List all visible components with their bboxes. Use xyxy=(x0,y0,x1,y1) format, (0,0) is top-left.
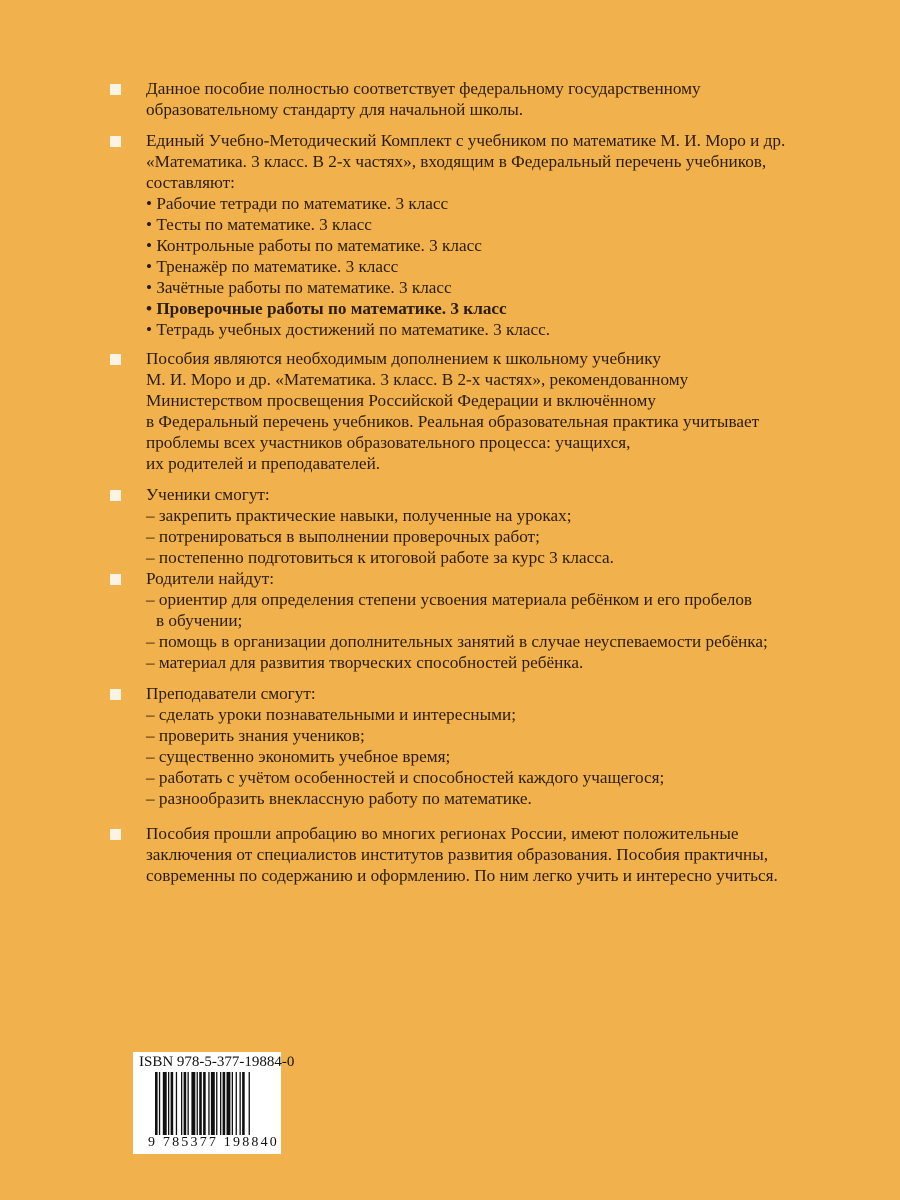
text-line: проблемы всех участников образовательного процесса: учащихся, xyxy=(146,433,631,452)
text-line: – разнообразить внеклассную работу по математике. xyxy=(146,789,532,808)
text-line: «Математика. 3 класс. В 2-х частях», входящим в Федеральный перечень учебников, xyxy=(146,152,767,171)
barcode-bar xyxy=(191,1072,195,1140)
paragraph xyxy=(146,823,876,886)
square-bullet-icon xyxy=(110,829,121,840)
isbn-barcode xyxy=(133,1052,295,1154)
barcode-bar xyxy=(240,1072,241,1140)
text-line: Преподаватели смогут: xyxy=(146,684,316,703)
text-line: современны по содержанию и оформлению. По ним легко учить и интересно учиться. xyxy=(146,866,778,885)
text-line: Ученики смогут: xyxy=(146,485,270,504)
barcode-bar xyxy=(197,1072,198,1140)
text-line: • Зачётные работы по математике. 3 класс xyxy=(146,278,452,297)
barcode-bar xyxy=(220,1072,221,1140)
barcode-bar xyxy=(181,1072,182,1140)
text-line: их родителей и преподавателей. xyxy=(146,454,381,473)
text-line: Родители найдут: xyxy=(146,569,275,588)
barcode-bar xyxy=(163,1072,167,1140)
barcode-bar xyxy=(155,1072,158,1140)
text-line: • Рабочие тетради по математике. 3 класс xyxy=(146,194,449,213)
barcode-bar xyxy=(232,1072,233,1140)
paragraph xyxy=(146,130,876,340)
text-line: заключения от специалистов институтов развития образования. Пособия практичны, xyxy=(146,845,769,864)
text-line: Пособия являются необходимым дополнением к школьному учебнику xyxy=(146,349,661,368)
square-bullet-icon xyxy=(110,84,121,95)
text-line: Данное пособие полностью соответствует федеральному государственному xyxy=(146,79,701,98)
barcode-bar xyxy=(223,1072,226,1140)
square-bullet-icon xyxy=(110,490,121,501)
text-line: – существенно экономить учебное время; xyxy=(146,747,451,766)
text-line: – ориентир для определения степени усвоения материала ребёнком и его пробелов xyxy=(146,590,753,609)
barcode-bar xyxy=(211,1072,215,1140)
barcode-bar xyxy=(203,1072,206,1140)
text-line: М. И. Моро и др. «Математика. 3 класс. В 2-х частях», рекомендованному xyxy=(146,370,689,389)
barcode-bar xyxy=(188,1072,189,1140)
text-line: – закрепить практические навыки, полученные на уроках; xyxy=(146,506,572,525)
paragraph xyxy=(146,348,876,474)
text-line: • Тесты по математике. 3 класс xyxy=(146,215,372,234)
square-bullet-icon xyxy=(110,136,121,147)
text-line: – проверить знания учеников; xyxy=(146,726,365,745)
barcode-bar xyxy=(168,1072,169,1140)
barcode-bar xyxy=(184,1072,187,1140)
barcode-bar xyxy=(199,1072,202,1140)
square-bullet-icon xyxy=(110,574,121,585)
barcode-digits: 9 785377 198840 xyxy=(148,1135,279,1150)
text-line: Министерством просвещения Российской Федерации и включённому xyxy=(146,391,656,410)
barcode-bars xyxy=(155,1072,277,1140)
barcode-bar xyxy=(242,1072,245,1140)
text-line: • Контрольные работы по математике. 3 класс xyxy=(146,236,482,255)
text-line: – сделать уроки познавательными и интересными; xyxy=(146,705,516,724)
text-line: составляют: xyxy=(146,173,235,192)
text-line: – постепенно подготовиться к итоговой работе за курс 3 класса. xyxy=(146,548,614,567)
text-line: образовательному стандарту для начальной школы. xyxy=(146,100,524,119)
text-line: в Федеральный перечень учебников. Реальная образовательная практика учитывает xyxy=(146,412,760,431)
barcode-bar xyxy=(216,1072,217,1140)
text-line: • Тренажёр по математике. 3 класс xyxy=(146,257,399,276)
paragraph xyxy=(146,683,876,809)
text-line: Пособия прошли апробацию во многих регионах России, имеют положительные xyxy=(146,824,739,843)
barcode-bar xyxy=(176,1072,177,1140)
barcode-bar xyxy=(236,1072,237,1140)
text-line: – работать с учётом особенностей и способностей каждого учащегося; xyxy=(146,768,665,787)
text-line: • Тетрадь учебных достижений по математике. 3 класс. xyxy=(146,320,551,339)
paragraph xyxy=(146,484,876,568)
barcode-bar xyxy=(171,1072,174,1140)
text-line: – материал для развития творческих способностей ребёнка. xyxy=(146,653,584,672)
text-line: • Проверочные работы по математике. 3 класс xyxy=(146,299,507,318)
square-bullet-icon xyxy=(110,689,121,700)
barcode-bar xyxy=(159,1072,160,1140)
barcode-bar xyxy=(249,1072,250,1140)
barcode-bar xyxy=(227,1072,231,1140)
paragraph xyxy=(146,78,876,120)
text-line: Единый Учебно-Методический Комплект с учебником по математике М. И. Моро и др. xyxy=(146,131,786,150)
text-line: – потренироваться в выполнении проверочных работ; xyxy=(146,527,540,546)
square-bullet-icon xyxy=(110,354,121,365)
text-line: в обучении; xyxy=(156,611,243,630)
barcode-bar xyxy=(208,1072,209,1140)
text-line: – помощь в организации дополнительных занятий в случае неуспеваемости ребёнка; xyxy=(146,632,768,651)
paragraph xyxy=(146,568,876,673)
isbn-label: ISBN 978-5-377-19884-0 xyxy=(139,1054,295,1070)
